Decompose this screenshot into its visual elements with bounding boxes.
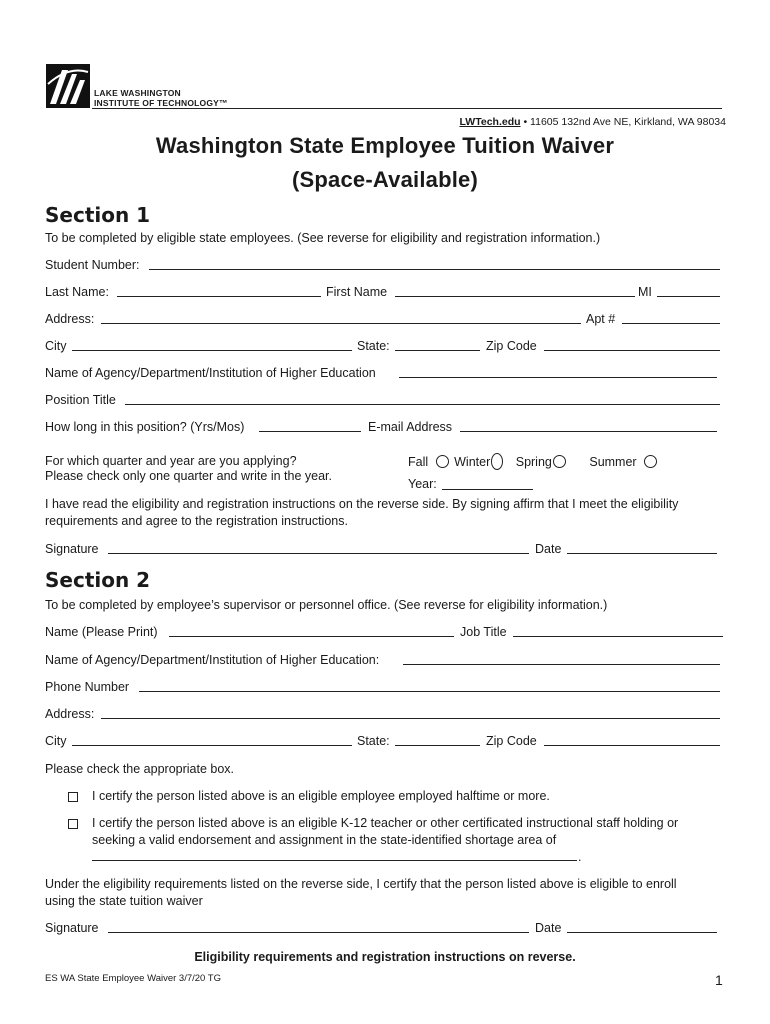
section1-signature-label: Signature: [45, 542, 99, 556]
page-number: 1: [715, 972, 723, 988]
logo-name-line2: INSTITUTE OF TECHNOLOGY™: [94, 98, 228, 108]
quarter-options: [408, 453, 657, 470]
fall-label: Fall: [408, 455, 429, 469]
shortage-area-period: .: [578, 850, 582, 864]
summer-radio[interactable]: [644, 455, 657, 468]
job-title-label: Job Title: [460, 625, 507, 639]
form-id: ES WA State Employee Waiver 3/7/20 TG: [45, 973, 222, 984]
address-field[interactable]: [101, 323, 581, 324]
zip-label: Zip Code: [486, 339, 537, 353]
zip-field[interactable]: [544, 350, 720, 351]
summer-label: Summer: [589, 455, 637, 469]
apt-label: Apt #: [586, 312, 616, 326]
section1-date-field[interactable]: [567, 553, 717, 554]
spring-radio[interactable]: [553, 455, 566, 468]
section2-date-label: Date: [535, 921, 562, 935]
first-name-field[interactable]: [395, 296, 635, 297]
section2-city-field[interactable]: [72, 745, 352, 746]
apt-field[interactable]: [622, 323, 720, 324]
halftime-option-label: I certify the person listed above is an eligible employee employed halftime or more.: [92, 789, 550, 803]
section2-agency-label: Name of Agency/Department/Institution of Higher Education:: [45, 653, 380, 667]
section2-address-label: Address:: [45, 707, 95, 721]
page-subtitle: (Space-Available): [292, 167, 478, 192]
section1-signature-field[interactable]: [108, 553, 529, 554]
winter-radio[interactable]: [491, 453, 503, 470]
website-link[interactable]: LWTech.edu: [459, 116, 521, 128]
winter-label: Winter: [454, 455, 491, 469]
section2-signature-field[interactable]: [108, 932, 529, 933]
section2-city-label: City: [45, 734, 67, 748]
supervisor-name-label: Name (Please Print): [45, 625, 158, 639]
agency-field[interactable]: [399, 377, 717, 378]
how-long-label: How long in this position? (Yrs/Mos): [45, 420, 245, 434]
email-field[interactable]: [460, 431, 717, 432]
address-label: Address:: [45, 312, 95, 326]
section2-heading: Section 2: [45, 568, 151, 592]
position-title-field[interactable]: [125, 404, 720, 405]
lwtech-logo-icon: [46, 64, 90, 108]
supervisor-name-field[interactable]: [169, 636, 454, 637]
first-name-label: First Name: [326, 285, 388, 299]
section1-date-label: Date: [535, 542, 562, 556]
logo-name-line1: LAKE WASHINGTON: [94, 88, 181, 98]
halftime-checkbox[interactable]: [68, 792, 78, 802]
last-name-label: Last Name:: [45, 285, 109, 299]
mi-field[interactable]: [657, 296, 720, 297]
header-rule: [92, 108, 722, 109]
lwtech-logo: [46, 64, 90, 108]
city-field[interactable]: [72, 350, 352, 351]
institution-address: • 11605 132nd Ave NE, Kirkland, WA 98034: [523, 116, 726, 128]
quarter-question: For which quarter and year are you applying?: [45, 454, 297, 468]
mi-label: MI: [638, 285, 652, 299]
year-field[interactable]: [442, 489, 533, 490]
section2-state-label: State:: [357, 734, 390, 748]
k12-option-line2: seeking a valid endorsement and assignment in the state-identified shortage area of: [92, 833, 557, 847]
city-label: City: [45, 339, 67, 353]
last-name-field[interactable]: [117, 296, 321, 297]
section2-address-field[interactable]: [101, 718, 720, 719]
section2-date-field[interactable]: [567, 932, 717, 933]
section1-heading: Section 1: [45, 203, 151, 227]
phone-label: Phone Number: [45, 680, 130, 694]
k12-checkbox[interactable]: [68, 819, 78, 829]
agency-label: Name of Agency/Department/Institution of Higher Education: [45, 366, 376, 380]
job-title-field[interactable]: [513, 636, 723, 637]
shortage-area-field[interactable]: [92, 860, 577, 861]
quarter-instructions: Please check only one quarter and write in the year.: [45, 469, 332, 483]
section2-signature-label: Signature: [45, 921, 99, 935]
reverse-note: Eligibility requirements and registration instructions on reverse.: [194, 950, 576, 964]
student-number-field[interactable]: [149, 269, 720, 270]
section2-zip-field[interactable]: [544, 745, 720, 746]
certification-line2: using the state tuition waiver: [45, 894, 203, 908]
section2-state-field[interactable]: [395, 745, 480, 746]
k12-option-line1: I certify the person listed above is an eligible K-12 teacher or other certificated instructional staff holding or: [92, 816, 679, 830]
email-label: E-mail Address: [368, 420, 453, 434]
affirmation-line2: requirements and agree to the registration instructions.: [45, 514, 348, 528]
page-title: Washington State Employee Tuition Waiver: [155, 133, 615, 158]
year-label: Year:: [408, 477, 437, 491]
student-number-label: Student Number:: [45, 258, 140, 272]
check-box-instruction: Please check the appropriate box.: [45, 762, 235, 776]
state-field[interactable]: [395, 350, 480, 351]
section2-agency-field[interactable]: [403, 664, 720, 665]
state-label: State:: [357, 339, 390, 353]
section2-intro: To be completed by employee’s supervisor or personnel office. (See reverse for eligibility information.): [45, 598, 608, 612]
header-address-line: [459, 116, 726, 128]
position-title-label: Position Title: [45, 393, 116, 407]
affirmation-line1: I have read the eligibility and registration instructions on the reverse side. By signing affirm that I meet the eligibility: [45, 497, 679, 511]
how-long-field[interactable]: [259, 431, 361, 432]
section2-zip-label: Zip Code: [486, 734, 537, 748]
fall-radio[interactable]: [436, 455, 449, 468]
section1-intro: To be completed by eligible state employees. (See reverse for eligibility and registration information.): [45, 231, 601, 245]
phone-field[interactable]: [139, 691, 720, 692]
spring-label: Spring: [515, 455, 552, 469]
certification-line1: Under the eligibility requirements listed on the reverse side, I certify that the person listed above is eligible to enroll: [45, 877, 677, 891]
